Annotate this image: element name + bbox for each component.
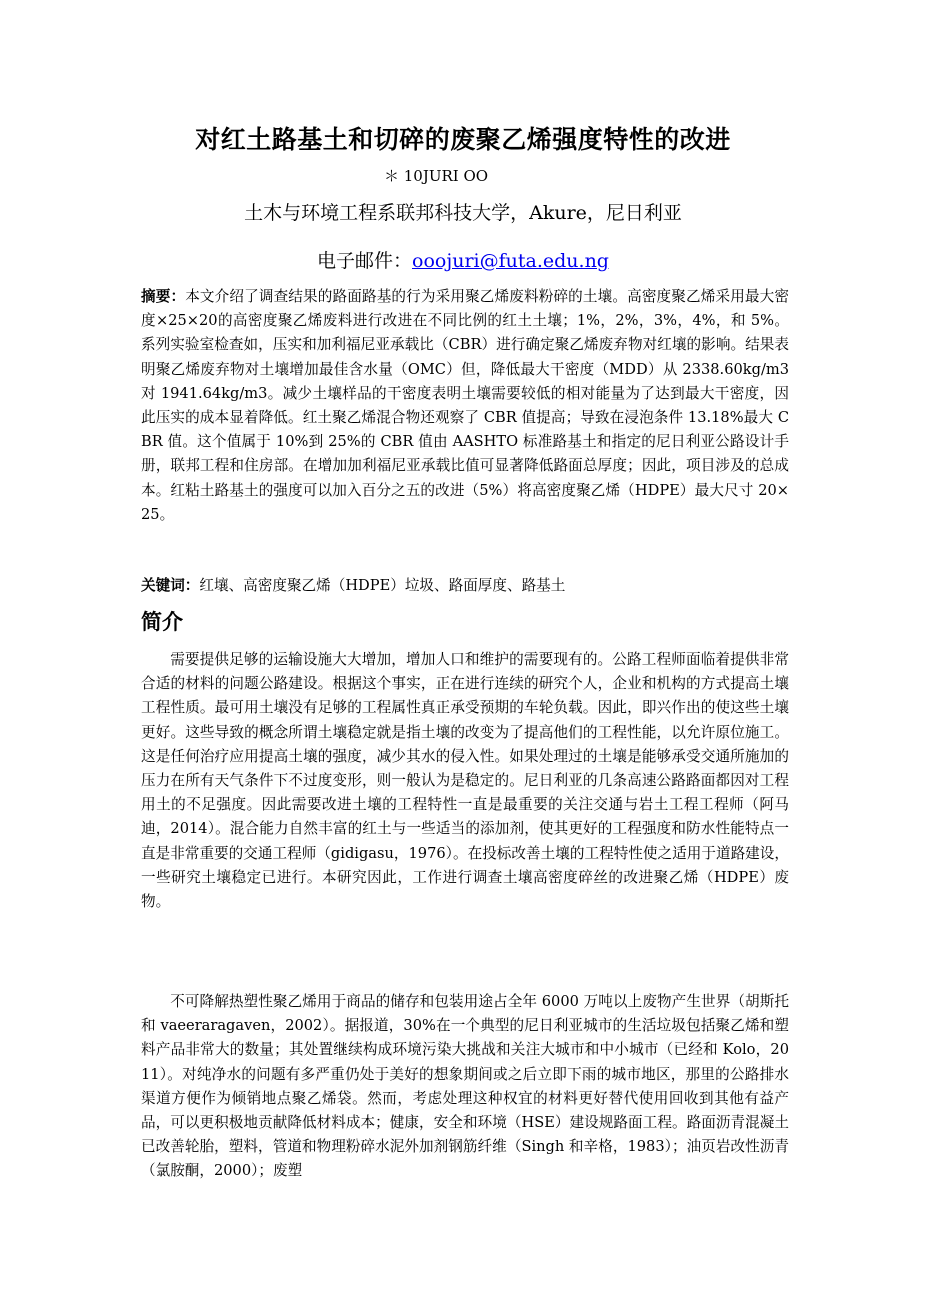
abstract xyxy=(141,285,789,527)
email-label: 电子邮件： xyxy=(317,250,413,272)
keywords-text: 红壤、高密度聚乙烯（HDPE）垃圾、路面厚度、路基土 xyxy=(199,577,566,594)
author-affiliation: 土木与环境工程系联邦科技大学，Akure，尼日利亚 xyxy=(244,202,682,224)
abstract-label: 摘要： xyxy=(141,288,186,305)
abstract-text: 本文介绍了调查结果的路面路基的行为采用聚乙烯废料粉碎的土壤。高密度聚乙烯采用最大密度×25×20的高密度聚乙烯废料进行改进在不同比例的红土土壤；1%，2%，3%，4%，和 5%。系列实验室检查如，压实和加利福尼亚承载比（CBR）进行确定聚乙烯废弃物对红壤的影响。结果表明聚乙烯废弃物对土壤增加最佳含水量（OMC）但，降低最大干密度（MDD）从 2338.60kg/m3 对 1941.64kg/m3。减少土壤样品的干密度表明土壤需要较低的相对能量为了达到最大干密度，因此压实的成本显着降低。红土聚乙烯混合物还观察了 CBR 值提高；导致在浸泡条件 13.18%最大 CBR 值。这个值属于 10%到 25%的 CBR 值由 AASHTO 标准路基土和指定的尼日利亚公路设计手册，联邦工程和住房部。在增加加利福尼亚承载比值可显著降低路面总厚度；因此，项目涉及的总成本。红粘土路基土的强度可以加入百分之五的改进（5%）将高密度聚乙烯（HDPE）最大尺寸 20×25。 xyxy=(141,288,789,523)
section-heading-introduction: 简介 xyxy=(141,610,183,634)
email-link[interactable]: ooojuri@futa.edu.ng xyxy=(412,250,609,272)
author-name: ＊ 10JURI OO xyxy=(384,167,489,185)
keywords xyxy=(141,574,789,598)
email-line xyxy=(0,246,926,273)
paper-title: 对红土路基土和切碎的废聚乙烯强度特性的改进 xyxy=(195,125,731,154)
introduction-paragraph-1: 需要提供足够的运输设施大大增加，增加人口和维护的需要现有的。公路工程师面临着提供非常合适的材料的问题公路建设。根据这个事实，正在进行连续的研究个人，企业和机构的方式提高土壤工程性质。最可用土壤没有足够的工程属性真正承受预期的车轮负载。因此，即兴作出的使这些土壤更好。这些导致的概念所谓土壤稳定就是指土壤的改变为了提高他们的工程性能，以允许原位施工。这是任何治疗应用提高土壤的强度，减少其水的侵入性。如果处理过的土壤是能够承受交通所施加的压力在所有天气条件下不过度变形，则一般认为是稳定的。尼日利亚的几条高速公路路面都因对工程用土的不足强度。因此需要改进土壤的工程特性一直是最重要的关注交通与岩土工程工程师（阿马迪，2014）。混合能力自然丰富的红土与一些适当的添加剂，使其更好的工程强度和防水性能特点一直是非常重要的交通工程师（gidigasu，1976）。在投标改善土壤的工程特性使之适用于道路建设，一些研究土壤稳定已进行。本研究因此，工作进行调查土壤高密度碎丝的改进聚乙烯（HDPE）废物。 xyxy=(141,651,789,911)
introduction-paragraph-2: 不可降解热塑性聚乙烯用于商品的储存和包装用途占全年 6000 万吨以上废物产生世界（胡斯托和 vaeeraragaven，2002）。据报道，30%在一个典型的尼日利亚城市的生活垃圾包括聚乙烯和塑料产品非常大的数量；其处置继续构成环境污染大挑战和关注大城市和中小城市（已经和 Kolo，2011）。对纯净水的问题有多严重仍处于美好的想象期间或之后立即下雨的城市地区，那里的公路排水渠道方便作为倾销地点聚乙烯袋。然而，考虑处理这种权宜的材料更好替代使用回收到其他有益产品，可以更积极地贡献降低材料成本；健康，安全和环境（HSE）建设规路面工程。路面沥青混凝土已改善轮胎，塑料，管道和物理粉碎水泥外加剂钢筋纤维（Singh 和辛格，1983）；油页岩改性沥青（氯胺酮，2000）；废塑 xyxy=(141,993,789,1180)
keywords-label: 关键词： xyxy=(141,577,200,594)
